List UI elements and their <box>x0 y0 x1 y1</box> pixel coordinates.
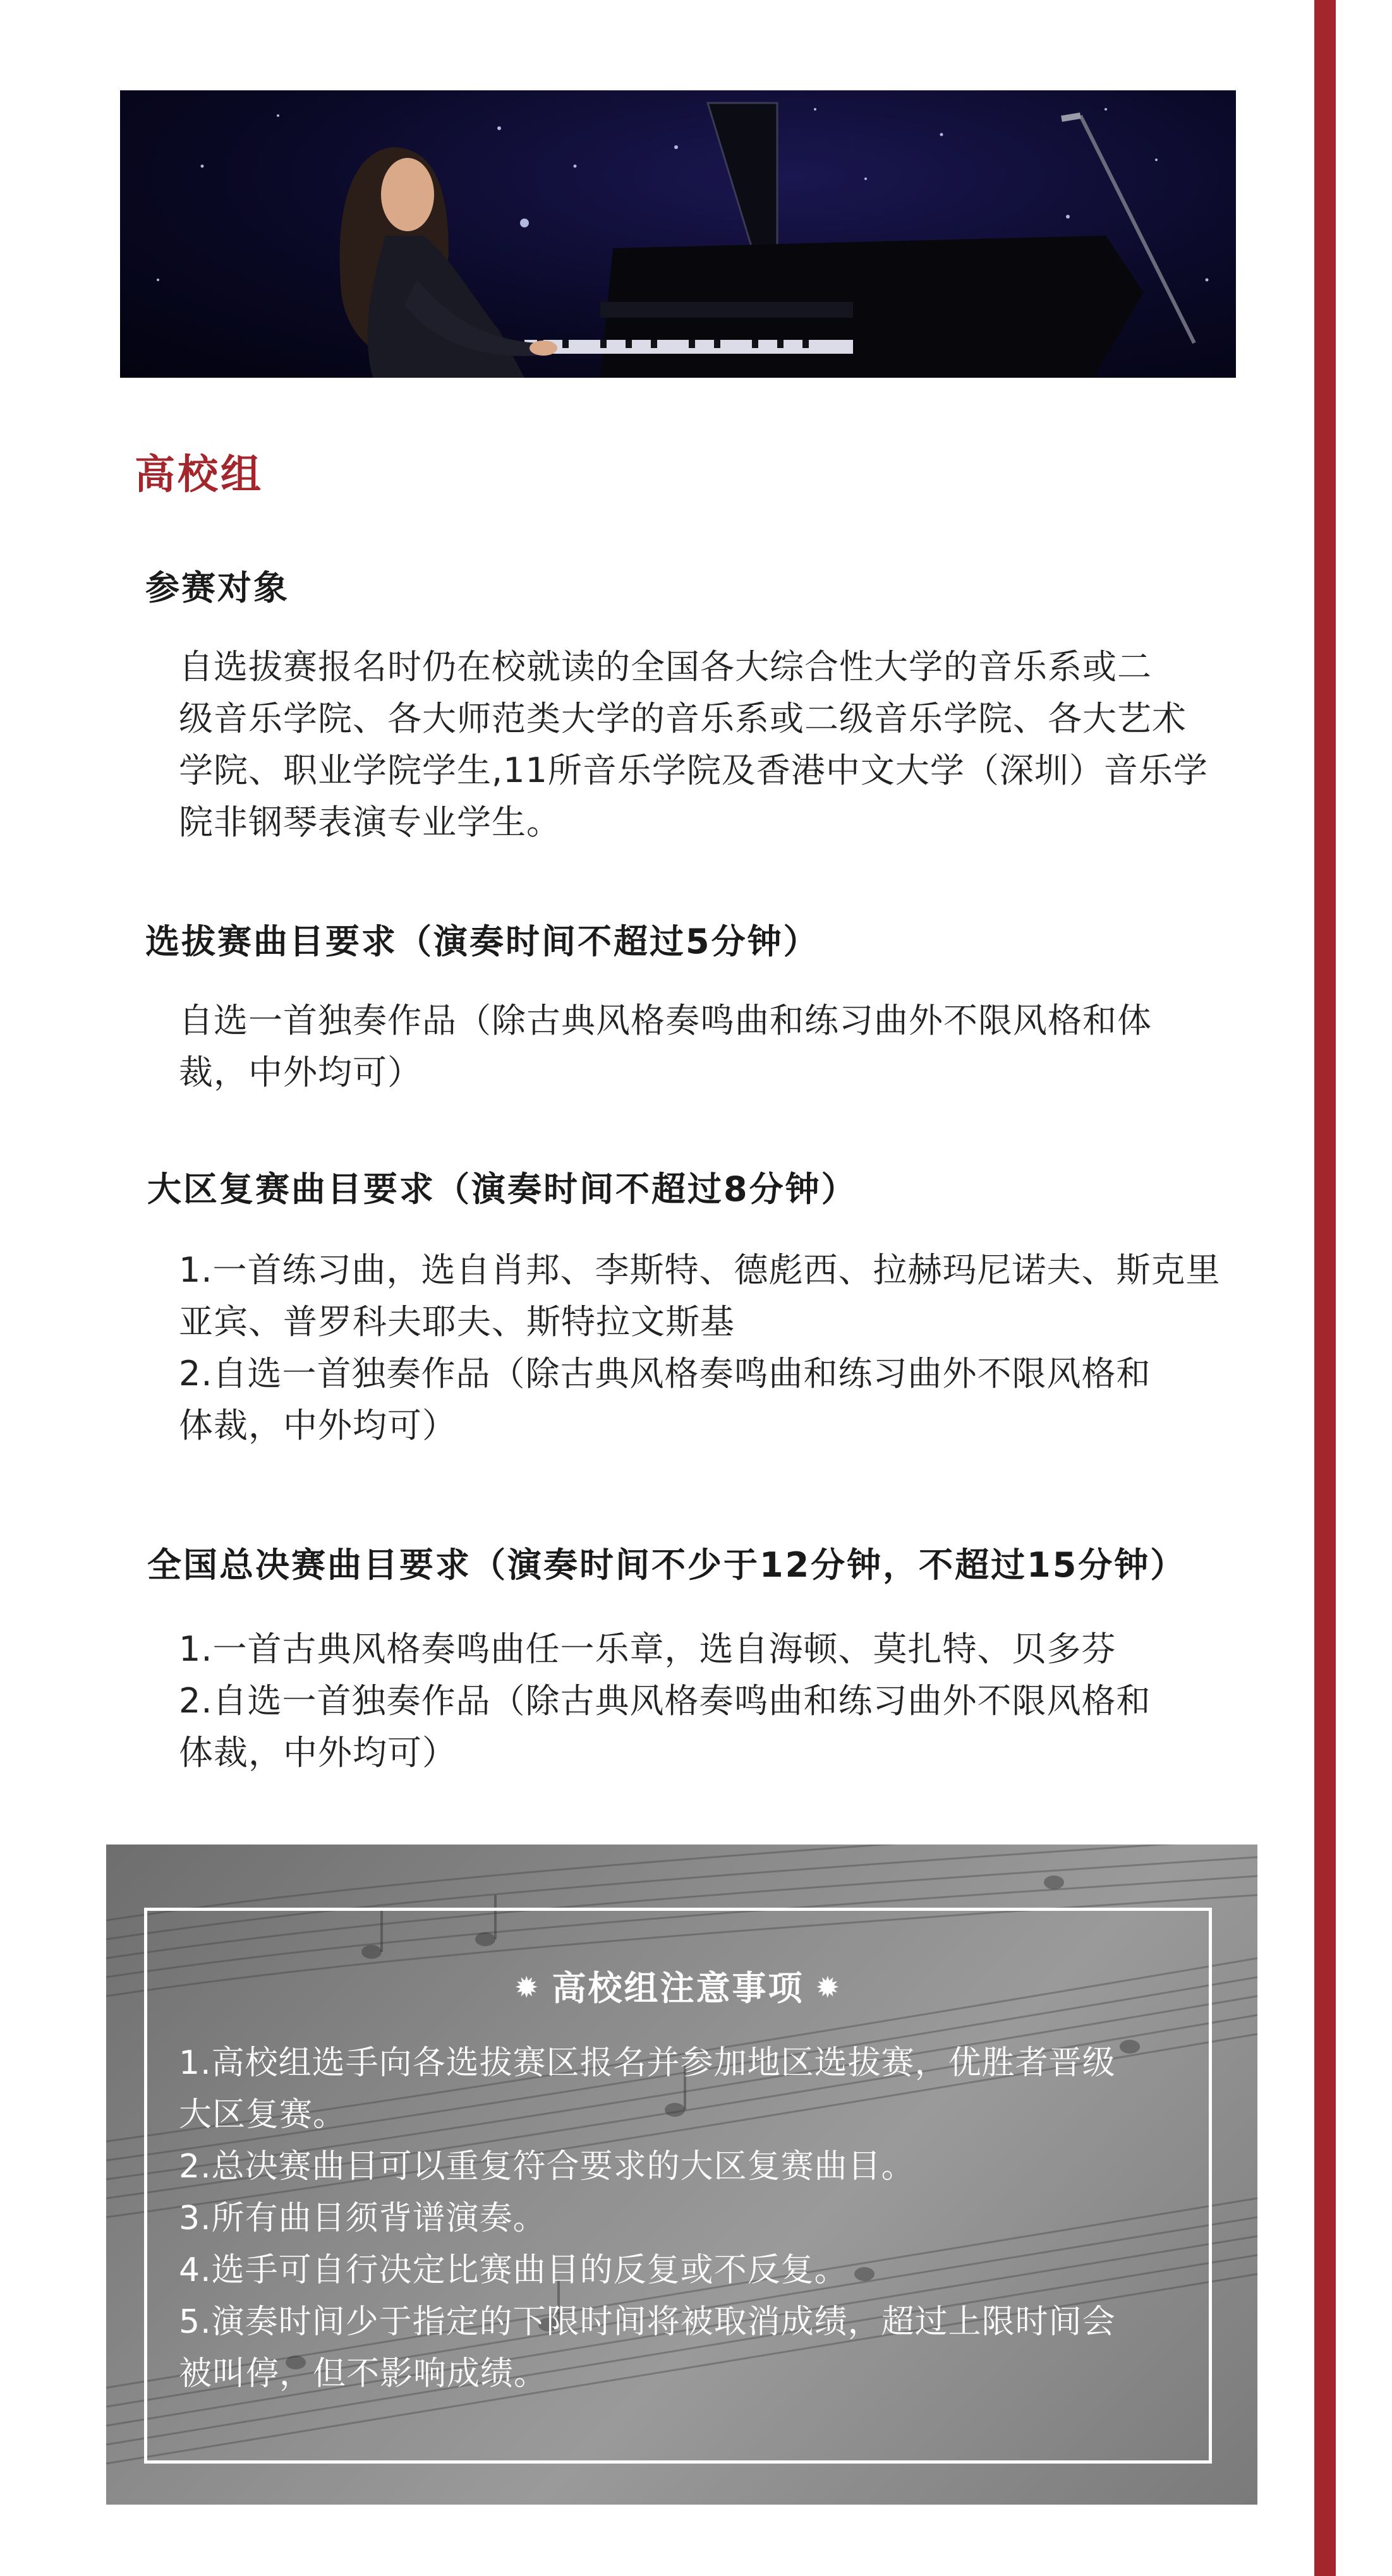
selection-heading: 选拔赛曲目要求（演奏时间不超过5分钟） <box>145 922 820 961</box>
sun-icon: ✹ <box>815 1970 842 2004</box>
notes-line: 3.所有曲目须背谱演奏。 <box>179 2200 547 2237</box>
eligibility-line: 级音乐学院、各大师范类大学的音乐系或二级音乐学院、各大艺术 <box>179 699 1187 738</box>
notes-list <box>179 2037 1177 2400</box>
national-line: 1.一首古典风格奏鸣曲任一乐章，选自海顿、莫扎特、贝多芬 <box>179 1629 1117 1669</box>
selection-line: 裁，中外均可） <box>179 1052 422 1092</box>
eligibility-text <box>179 641 1208 848</box>
selection-line: 自选一首独奏作品（除古典风格奏鸣曲和练习曲外不限风格和体 <box>179 1001 1152 1040</box>
notes-box <box>106 1845 1257 2505</box>
selection-text <box>179 995 1152 1098</box>
eligibility-heading: 参赛对象 <box>145 568 289 608</box>
regional-line: 亚宾、普罗科夫耶夫、斯特拉文斯基 <box>179 1302 735 1342</box>
sun-icon: ✹ <box>514 1970 541 2004</box>
national-line: 2.自选一首独奏作品（除古典风格奏鸣曲和练习曲外不限风格和 <box>179 1681 1151 1721</box>
right-accent-bar <box>1314 0 1336 2576</box>
notes-frame <box>144 1908 1212 2464</box>
notes-line: 4.选手可自行决定比赛曲目的反复或不反复。 <box>179 2251 848 2289</box>
notes-line: 2.总决赛曲目可以重复符合要求的大区复赛曲目。 <box>179 2148 915 2186</box>
regional-line: 1.一首练习曲，选自肖邦、李斯特、德彪西、拉赫玛尼诺夫、斯克里 <box>179 1250 1221 1290</box>
regional-line: 2.自选一首独奏作品（除古典风格奏鸣曲和练习曲外不限风格和 <box>179 1354 1151 1393</box>
eligibility-line: 自选拔赛报名时仍在校就读的全国各大综合性大学的音乐系或二 <box>179 647 1152 687</box>
eligibility-line: 院非钢琴表演专业学生。 <box>179 802 561 842</box>
notes-line: 1.高校组选手向各选拔赛区报名并参加地区选拔赛，优胜者晋级 <box>179 2044 1116 2082</box>
national-heading: 全国总决赛曲目要求（演奏时间不少于12分钟，不超过15分钟） <box>147 1545 1187 1585</box>
regional-line: 体裁，中外均可） <box>179 1405 457 1445</box>
pianist-illustration <box>120 90 1236 378</box>
regional-text <box>179 1244 1221 1452</box>
notes-title <box>147 1961 1209 2010</box>
national-text <box>179 1623 1151 1779</box>
section-title: 高校组 <box>135 452 263 498</box>
notes-line: 5.演奏时间少于指定的下限时间将被取消成绩，超过上限时间会 <box>179 2303 1116 2341</box>
notes-line: 大区复赛。 <box>179 2096 347 2134</box>
national-line: 体裁，中外均可） <box>179 1733 457 1773</box>
notes-line: 被叫停，但不影响成绩。 <box>179 2355 548 2393</box>
regional-heading: 大区复赛曲目要求（演奏时间不超过8分钟） <box>147 1169 857 1209</box>
notes-title-text: 高校组注意事项 <box>552 1968 804 2008</box>
hero-photo <box>120 90 1236 378</box>
eligibility-line: 学院、职业学院学生,11所音乐学院及香港中文大学（深圳）音乐学 <box>179 750 1208 790</box>
